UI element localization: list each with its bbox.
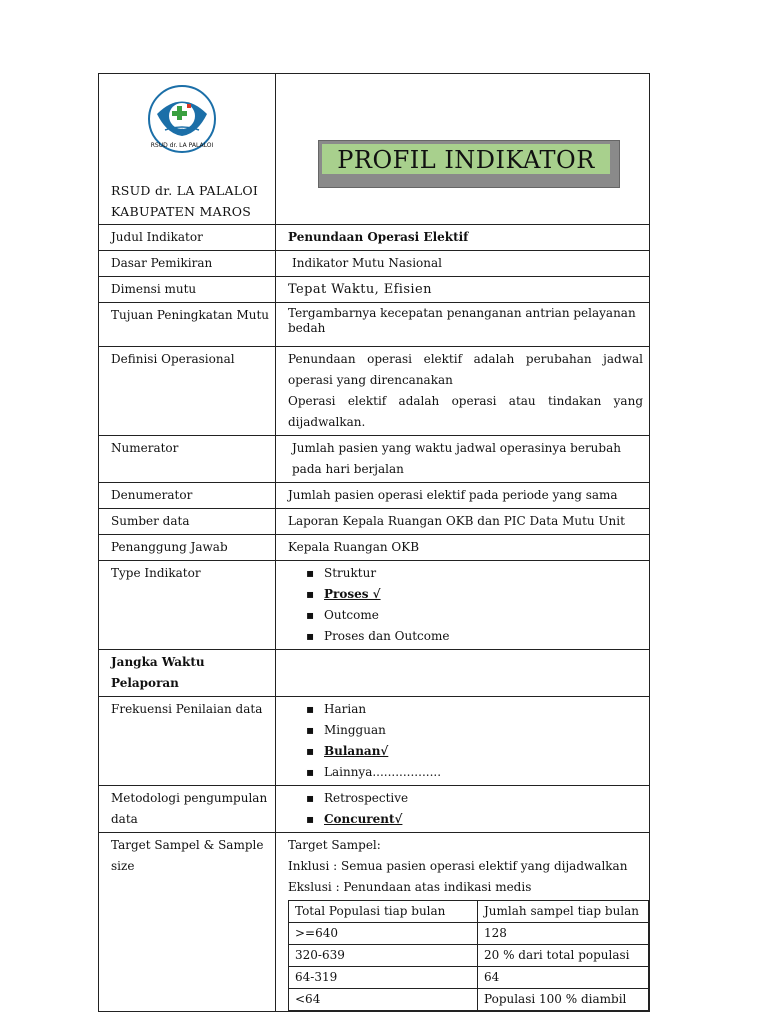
row-label xyxy=(99,303,276,347)
header-left-cell xyxy=(99,74,276,225)
institution-line-2: KABUPATEN MAROS xyxy=(111,204,252,219)
row-label: Target Sampel & Sample size xyxy=(99,833,276,1012)
row-definisi xyxy=(99,347,650,436)
table-header-row xyxy=(289,901,649,923)
row-value: Indikator Mutu Nasional xyxy=(276,251,650,277)
table-cell: 320-639 xyxy=(289,945,478,967)
table-cell: >=640 xyxy=(289,923,478,945)
list-item: ▪ Harian xyxy=(324,699,643,720)
list-item: ▪ Retrospective xyxy=(324,788,643,809)
list-item: ▪ Mingguan xyxy=(324,720,643,741)
row-value: Tepat Waktu, Efisien xyxy=(276,277,650,303)
row-label: Metodologi pengumpulan data xyxy=(99,786,276,833)
list-item-selected: ▪ Bulanan√ xyxy=(324,741,643,762)
institution-line-1: RSUD dr. LA PALALOI xyxy=(111,183,259,198)
list-item: ▪ Proses dan Outcome xyxy=(324,626,643,647)
metodologi-list xyxy=(284,788,643,830)
definisi-line-2: Operasi elektif adalah operasi atau tindakan yang dijadwalkan. xyxy=(288,394,643,429)
row-label: Frekuensi Penilaian data xyxy=(99,697,276,786)
logo-subtext: VAP xyxy=(176,128,188,135)
row-label: Numerator xyxy=(99,436,276,483)
indicator-profile-table xyxy=(98,73,650,1012)
row-label: Type Indikator xyxy=(99,561,276,650)
list-item: ▪ Outcome xyxy=(324,605,643,626)
row-value xyxy=(276,786,650,833)
list-item-selected: ▪ Concurent√ xyxy=(324,809,643,830)
header-row xyxy=(99,74,650,225)
table-header: Jumlah sampel tiap bulan xyxy=(478,901,649,923)
table-header: Total Populasi tiap bulan xyxy=(289,901,478,923)
table-cell: 64-319 xyxy=(289,967,478,989)
row-value: Jumlah pasien operasi elektif pada periode yang sama xyxy=(276,483,650,509)
list-item: ▪ Lainnya.................. xyxy=(324,762,643,783)
title-box xyxy=(318,140,620,188)
row-metodologi xyxy=(99,786,650,833)
table-row xyxy=(289,923,649,945)
frekuensi-list xyxy=(284,699,643,783)
row-value: Jumlah pasien yang waktu jadwal operasinya berubah pada hari berjalan xyxy=(276,436,650,483)
row-value xyxy=(276,561,650,650)
row-numerator xyxy=(99,436,650,483)
row-value-empty xyxy=(276,650,650,697)
row-denumerator xyxy=(99,483,650,509)
row-target xyxy=(99,833,650,1012)
row-label xyxy=(99,650,276,697)
row-label: Dasar Pemikiran xyxy=(99,251,276,277)
row-type xyxy=(99,561,650,650)
row-label-text: Tujuan Peningkatan Mutu xyxy=(111,308,270,322)
hospital-logo xyxy=(147,84,217,154)
list-item-selected: ▪ Proses √ xyxy=(324,584,643,605)
jangka-line-2: Pelaporan xyxy=(111,676,179,690)
table-row xyxy=(289,967,649,989)
table-row xyxy=(289,989,649,1011)
row-tujuan xyxy=(99,303,650,347)
table-cell: 20 % dari total populasi xyxy=(478,945,649,967)
row-label: Denumerator xyxy=(99,483,276,509)
row-label: Penanggung Jawab xyxy=(99,535,276,561)
table-row xyxy=(289,945,649,967)
table-cell: 64 xyxy=(478,967,649,989)
page-title: PROFIL INDIKATOR xyxy=(322,144,610,174)
row-dasar xyxy=(99,251,650,277)
row-value: Kepala Ruangan OKB xyxy=(276,535,650,561)
institution-name xyxy=(111,180,258,222)
target-line-3: Ekslusi : Penundaan atas indikasi medis xyxy=(288,880,532,894)
header-right-cell xyxy=(276,74,650,225)
table-cell: 128 xyxy=(478,923,649,945)
row-label: Judul Indikator xyxy=(99,225,276,251)
target-line-2: Inklusi : Semua pasien operasi elektif yang dijadwalkan xyxy=(288,859,628,873)
definisi-line-1: Penundaan operasi elektif adalah perubahan jadwal operasi yang direncanakan xyxy=(288,352,643,387)
target-line-1: Target Sampel: xyxy=(288,838,381,852)
row-jangka xyxy=(99,650,650,697)
row-value: Penundaan Operasi Elektif xyxy=(276,225,650,251)
row-sumber xyxy=(99,509,650,535)
row-penanggung xyxy=(99,535,650,561)
type-list xyxy=(284,563,643,647)
row-dimensi xyxy=(99,277,650,303)
row-judul xyxy=(99,225,650,251)
row-label: Sumber data xyxy=(99,509,276,535)
row-value xyxy=(276,347,650,436)
sample-size-table xyxy=(288,900,649,1011)
table-cell: Populasi 100 % diambil xyxy=(478,989,649,1011)
row-label: Dimensi mutu xyxy=(99,277,276,303)
row-value: Tergambarnya kecepatan penanganan antrian pelayanan bedah xyxy=(276,303,650,347)
table-cell: <64 xyxy=(289,989,478,1011)
row-value xyxy=(276,697,650,786)
row-frekuensi xyxy=(99,697,650,786)
logo-ring-text: RSUD dr. LA PALALOI xyxy=(150,142,214,149)
row-label: Definisi Operasional xyxy=(99,347,276,436)
row-value: Laporan Kepala Ruangan OKB dan PIC Data Mutu Unit xyxy=(276,509,650,535)
row-value xyxy=(276,833,650,1012)
jangka-line-1: Jangka Waktu xyxy=(111,655,205,669)
list-item: ▪ Struktur xyxy=(324,563,643,584)
